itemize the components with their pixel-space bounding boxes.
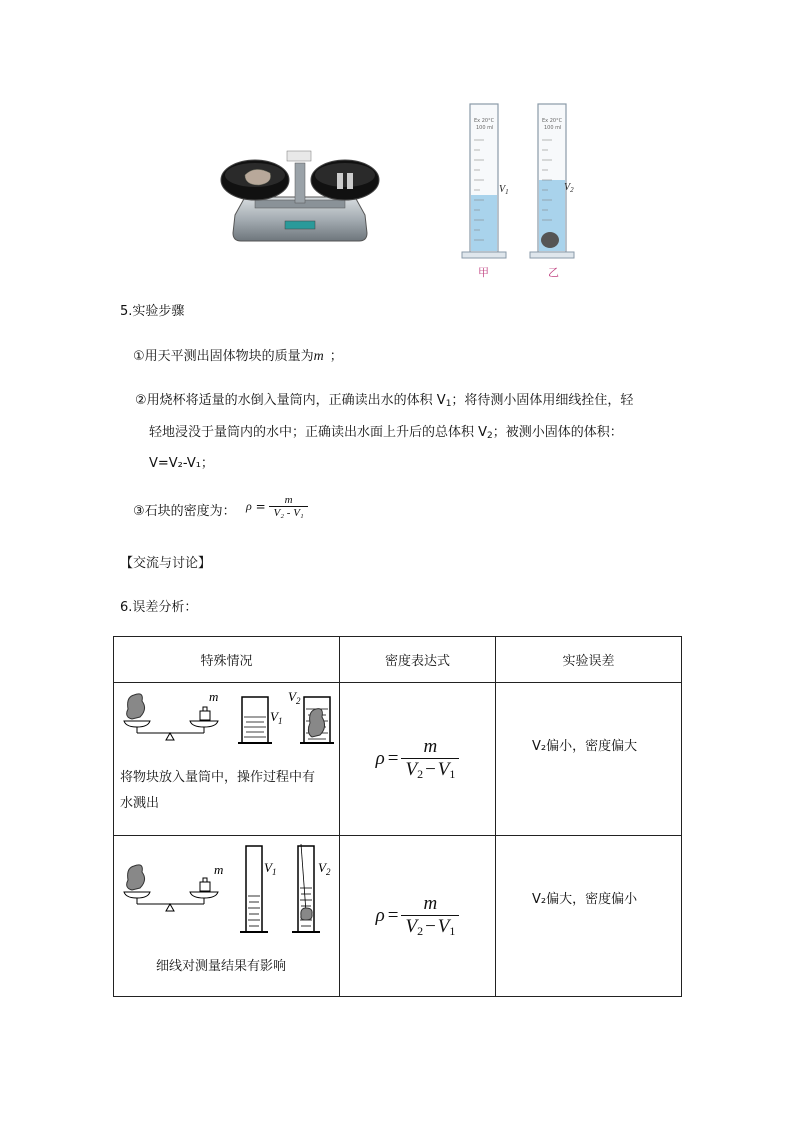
- cylinder-right-header: Ex 20°C: [542, 118, 563, 124]
- row1-situation: [114, 683, 340, 835]
- step2-line2: 轻地浸没于量筒内的水中；正确读出水面上升后的总体积 $V_2$；被测小固体的体积：: [149, 425, 623, 441]
- cylinders-illustration: [460, 100, 580, 260]
- svg-text:V2: $V_2$: [318, 859, 331, 877]
- step2-line3: V=V₂-V₁；: [149, 456, 214, 471]
- discussion-heading: 【交流与讨论】: [120, 556, 212, 571]
- cylinder-right-volume-label: $V_2$: [564, 182, 574, 194]
- cylinder-right-label: 乙: [548, 266, 559, 279]
- section6-heading: 6.误差分析：: [120, 600, 198, 615]
- step1: ①用天平测出固体物块的质量为m ；: [133, 349, 343, 364]
- balance-illustration: [215, 145, 385, 245]
- cylinder-right-capacity: 100 ml: [544, 125, 562, 131]
- table-header-row: [114, 637, 682, 683]
- cylinder-left-capacity: 100 ml: [476, 125, 494, 131]
- header-error: 实验误差: [496, 637, 682, 683]
- row2-figure: [120, 840, 334, 940]
- row1-caption: 将物块放入量筒中，操作过程中有 水溅出: [120, 770, 316, 812]
- section5-heading: 5.实验步骤: [120, 304, 185, 319]
- table-row: [114, 683, 682, 835]
- step3-formula: ρ = $\frac{m}{\text{V₂ - V₁}}$: [246, 494, 308, 519]
- row2-formula: ρ = $\frac{m}{V2 - V1}$: [340, 835, 496, 996]
- svg-text:V1: $V_1$: [270, 709, 283, 727]
- header-formula: 密度表达式: [340, 637, 496, 683]
- row1-error: V₂偏小，密度偏大: [496, 683, 682, 835]
- step2-line1: ②用烧杯将适量的水倒入量筒内，正确读出水的体积 $V_1$；将待测小固体用细线拴住，轻: [135, 393, 634, 409]
- row2-situation: [114, 835, 340, 996]
- svg-text:V1: $V_1$: [264, 859, 277, 877]
- svg-text:V2: $V_2$: [288, 689, 301, 707]
- error-analysis-table: [113, 636, 682, 997]
- row1-formula: ρ = $\frac{m}{V2 - V1}$: [340, 683, 496, 835]
- step3: ③石块的密度为：: [133, 504, 236, 519]
- cylinder-left-label: 甲: [478, 266, 489, 279]
- row1-figure: [120, 687, 334, 757]
- header-situation: 特殊情况: [114, 637, 340, 683]
- cylinder-left-header: Ex 20°C: [474, 118, 495, 124]
- row2-caption: 细线对测量结果有影响: [156, 958, 287, 974]
- svg-text:m: m: [214, 861, 224, 877]
- row2-error: V₂偏大，密度偏小: [496, 835, 682, 996]
- cylinder-left-volume-label: $V_1$: [499, 184, 509, 196]
- table-row: [114, 835, 682, 996]
- svg-text:m: m: [209, 689, 219, 705]
